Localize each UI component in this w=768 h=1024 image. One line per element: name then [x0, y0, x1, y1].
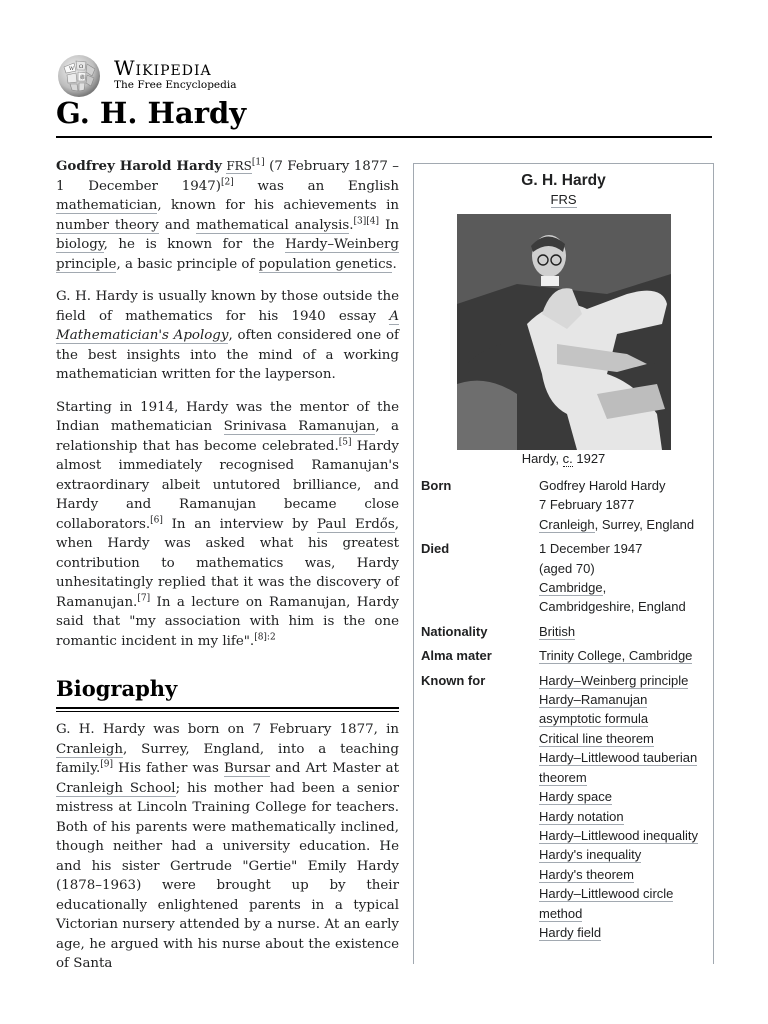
row-born: [421, 476, 711, 534]
row-died: [421, 539, 711, 617]
wikipedia-wordmark[interactable]: [114, 56, 212, 80]
text: .: [349, 217, 354, 233]
link-paul-erdos[interactable]: Paul Erdős: [317, 516, 395, 532]
ref-5[interactable]: [5]: [338, 437, 352, 448]
known-for-item: [539, 904, 711, 923]
label-known-for: Known for: [421, 672, 486, 688]
link-known-for[interactable]: asymptotic formula: [539, 711, 649, 727]
wordmark-text: Wikipedia: [114, 56, 212, 80]
infobox-frs-link[interactable]: FRS: [550, 192, 577, 207]
known-for-item: [539, 671, 711, 690]
text: (7 February 1877 – 1 December 1947): [56, 159, 399, 194]
link-known-for[interactable]: Hardy–Littlewood circle: [539, 886, 674, 902]
link-known-for[interactable]: Critical line theorem: [539, 730, 654, 746]
known-for-item: [539, 865, 711, 884]
died-age: (aged 70): [539, 560, 595, 576]
label-died: Died: [421, 541, 450, 557]
intro-paragraph-2: [56, 287, 399, 385]
text: In a lecture on Ramanujan, Hardy said that "my association with him is the one romantic incident in my life".: [56, 594, 399, 649]
known-for-item: [539, 884, 711, 903]
circa-abbr[interactable]: c.: [562, 451, 573, 466]
ref-1[interactable]: [1]: [251, 157, 265, 168]
value-alma-mater: [539, 646, 711, 665]
svg-text:維: 維: [80, 75, 86, 81]
known-for-item: [539, 787, 711, 806]
ref-7[interactable]: [7]: [137, 593, 151, 604]
wikipedia-globe-logo-icon[interactable]: [56, 53, 102, 99]
value-known-for: [539, 671, 711, 943]
ref-9[interactable]: [9]: [100, 759, 113, 770]
link-british[interactable]: British: [539, 623, 576, 639]
link-born-cranleigh[interactable]: Cranleigh: [539, 516, 595, 532]
value-died: [539, 539, 711, 617]
ref-3[interactable]: [3]: [353, 216, 367, 227]
link-srinivasa-ramanujan[interactable]: Srinivasa Ramanujan: [223, 419, 376, 434]
link-mathematical-analysis[interactable]: mathematical analysis: [196, 217, 350, 233]
portrait-photo[interactable]: [457, 214, 671, 450]
died-place-sep: ,: [602, 580, 607, 596]
link-number-theory[interactable]: number theory: [56, 217, 159, 233]
text: Starting in 1914, Hardy was the mentor of the Indian mathematician: [56, 399, 399, 434]
row-known-for: [421, 671, 711, 943]
born-name: Godfrey Harold Hardy: [539, 478, 666, 493]
known-for-item: [539, 748, 711, 767]
link-known-for[interactable]: Hardy field: [539, 924, 602, 940]
text: G. H. Hardy was born on 7 February 1877, in: [56, 722, 399, 737]
infobox-subtitle: [414, 192, 713, 207]
text: .: [392, 256, 397, 272]
infobox-table: [421, 476, 711, 947]
frs-link[interactable]: FRS: [226, 159, 252, 173]
link-known-for[interactable]: Hardy–Littlewood tauberian: [539, 750, 698, 766]
caption-text: Hardy,: [521, 451, 563, 466]
label-nationality: Nationality: [421, 623, 488, 639]
link-trinity-college[interactable]: Trinity College, Cambridge: [539, 648, 693, 664]
intro-paragraph-1: [56, 157, 399, 274]
portrait-caption: [414, 451, 713, 466]
text: , known for his achievements in: [157, 198, 399, 213]
link-known-for[interactable]: Hardy notation: [539, 808, 624, 824]
article-body: [56, 157, 399, 987]
died-place-line: [539, 578, 711, 597]
link-known-for[interactable]: Hardy–Weinberg principle: [539, 672, 689, 688]
row-nationality: [421, 622, 711, 641]
link-known-for[interactable]: Hardy's theorem: [539, 866, 634, 882]
known-for-item: [539, 690, 711, 709]
caption-year: 1927: [572, 451, 606, 466]
text: , Surrey, England, into a teaching family.: [56, 741, 399, 776]
text: ; his mother had been a senior mistress at Lincoln Training College for teachers. Both of his parents were mathematically inclined, though neither had a university education. He and his sister Gertrude "Gertie" Emily Hardy (1878–1963) were brought up by their educationally enlightened parents in a typical Victorian nursery attended by a nurse. At an early age, he argued with his nurse about the existence of Santa: [56, 780, 399, 971]
page-title: G. H. Hardy: [56, 96, 247, 130]
link-known-for[interactable]: Hardy–Littlewood inequality: [539, 827, 698, 843]
died-date: 1 December 1947: [539, 541, 643, 557]
title-divider: [56, 136, 712, 138]
link-known-for[interactable]: theorem: [539, 769, 587, 785]
infobox-title: G. H. Hardy: [521, 172, 606, 189]
known-for-item: [539, 807, 711, 826]
svg-text:Ω: Ω: [79, 64, 84, 70]
wikipedia-tagline: The Free Encyclopedia: [114, 79, 237, 91]
known-for-item: [539, 826, 711, 845]
text: and: [158, 217, 197, 233]
link-cranleigh-school[interactable]: Cranleigh School: [56, 780, 176, 796]
link-mathematician[interactable]: mathematician: [56, 198, 158, 213]
link-cranleigh[interactable]: Cranleigh: [56, 741, 123, 757]
died-place-rest: Cambridgeshire, England: [539, 599, 686, 615]
text: was an English: [233, 178, 399, 194]
text: In an interview by: [162, 516, 318, 532]
link-hardy-weinberg[interactable]: Hardy–Weinberg principle: [56, 237, 399, 272]
known-for-item: [539, 709, 711, 728]
biography-paragraph-1: [56, 720, 399, 974]
link-mathematicians-apology[interactable]: A Mathematician's Apology: [56, 308, 399, 343]
link-known-for[interactable]: Hardy's inequality: [539, 847, 642, 863]
infobox: [413, 163, 714, 964]
link-known-for[interactable]: Hardy–Ramanujan: [539, 692, 648, 708]
label-born: Born: [421, 478, 452, 493]
born-date: 7 February 1877: [539, 497, 635, 513]
link-biology[interactable]: biology: [56, 237, 104, 252]
link-known-for[interactable]: Hardy space: [539, 789, 612, 805]
section-heading-biography: Biography: [56, 675, 399, 709]
text: , a relationship that has become celebrated.: [56, 419, 400, 454]
link-known-for[interactable]: method: [539, 905, 583, 921]
born-place-rest: , Surrey, England: [594, 516, 695, 532]
ref-8[interactable]: [8]:2: [254, 632, 276, 643]
ref-2[interactable]: [2]: [221, 177, 234, 188]
link-population-genetics[interactable]: population genetics: [258, 256, 393, 272]
link-died-cambridge[interactable]: Cambridge: [539, 580, 603, 596]
link-bursar[interactable]: Bursar: [224, 761, 271, 776]
text: , he is known for the: [103, 237, 286, 252]
text: G. H. Hardy is usually known by those outside the field of mathematics for his 1940 essay: [56, 289, 399, 324]
known-for-item: [539, 845, 711, 864]
born-place: [539, 515, 711, 534]
section-divider: [56, 711, 399, 712]
label-alma-mater: Alma mater: [421, 648, 492, 664]
text: Hardy almost immediately recognised Ramanujan's extraordinary albeit untutored brilliance, and Hardy and Ramanujan became close collaborators.: [56, 438, 399, 532]
text: His father was: [113, 761, 225, 776]
subject-name: Godfrey Harold Hardy: [56, 158, 222, 174]
text: In: [379, 217, 399, 233]
text: , often considered one of the best insights into the mind of a working mathematician written for the layperson.: [56, 328, 399, 382]
ref-6[interactable]: [6]: [150, 515, 163, 526]
value-nationality: [539, 622, 711, 641]
text: and Art Master at: [270, 761, 399, 776]
ref-4[interactable]: [4]: [366, 216, 380, 227]
text: , when Hardy was asked what his greatest contribution to mathematics was, Hardy unhesitatingly replied that it was the discovery of Ramanujan.: [56, 516, 399, 610]
intro-paragraph-3: [56, 398, 399, 652]
known-for-item: [539, 768, 711, 787]
value-born: [539, 476, 711, 534]
known-for-item: [539, 729, 711, 748]
row-alma-mater: [421, 646, 711, 665]
text: , a basic principle of: [116, 256, 259, 272]
svg-text:W: W: [69, 66, 75, 72]
known-for-item: [539, 923, 711, 942]
